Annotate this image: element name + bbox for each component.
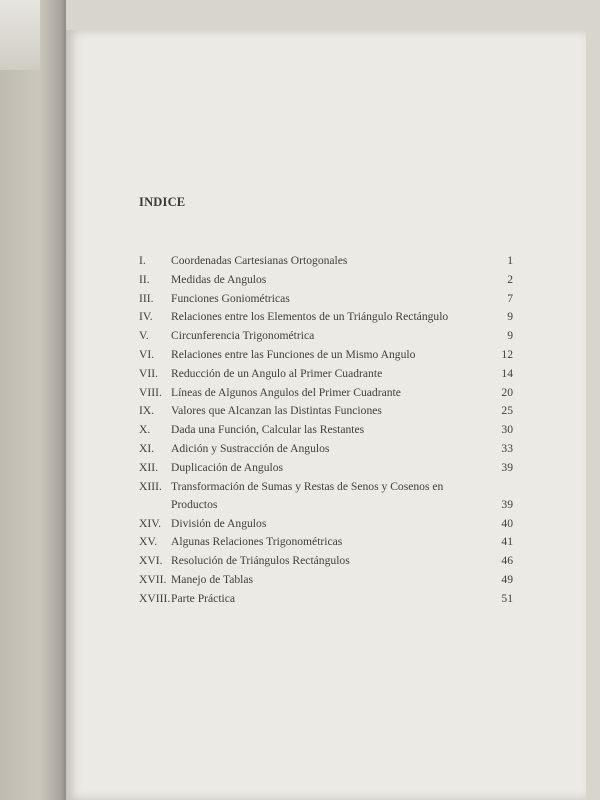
toc-entry	[139, 573, 517, 592]
toc-entry	[139, 367, 517, 386]
page-number: 39	[501, 498, 513, 512]
chapter-number: XVII.	[139, 572, 167, 586]
chapter-number: VI.	[139, 347, 155, 361]
chapter-number: III.	[139, 291, 154, 305]
chapter-title: Parte Práctica	[171, 591, 236, 605]
chapter-title: Algunas Relaciones Trigonométricas	[171, 535, 343, 549]
chapter-number: XIII.	[139, 479, 162, 493]
chapter-number: V.	[139, 329, 149, 343]
chapter-title: Duplicación de Angulos	[171, 460, 284, 474]
toc-entry	[139, 273, 517, 292]
table-of-contents	[139, 254, 517, 611]
toc-entry	[139, 480, 517, 517]
chapter-title: Valores que Alcanzan las Distintas Funciones	[171, 404, 382, 418]
toc-entry	[139, 442, 517, 461]
page-number: 25	[501, 404, 513, 418]
chapter-number: XIV.	[139, 516, 162, 530]
chapter-number: XII.	[139, 460, 158, 474]
page-number: 49	[501, 572, 513, 586]
left-page-curl	[0, 0, 40, 70]
chapter-title: Circunferencia Trigonométrica	[171, 329, 315, 343]
toc-entry	[139, 592, 517, 611]
toc-entry	[139, 386, 517, 405]
page-number: 41	[501, 535, 513, 549]
toc-entry	[139, 554, 517, 573]
page-number: 1	[507, 254, 513, 267]
chapter-number: VII.	[139, 366, 158, 380]
chapter-number: XV.	[139, 535, 158, 549]
chapter-number: X.	[139, 423, 151, 437]
page-number: 51	[501, 591, 513, 605]
chapter-title: Resolución de Triángulos Rectángulos	[171, 554, 350, 568]
chapter-title: Transformación de Sumas y Restas de Senos y Cosenos en	[171, 479, 444, 493]
toc-entry	[139, 404, 517, 423]
page-number: 33	[501, 441, 513, 455]
toc-entry	[139, 254, 517, 273]
chapter-title: Funciones Goniométricas	[171, 291, 290, 305]
chapter-title: Dada una Función, Calcular las Restantes	[171, 423, 365, 437]
index-heading: INDICE	[139, 195, 186, 209]
page-number: 2	[507, 272, 513, 286]
left-page-edge	[0, 0, 66, 800]
chapter-title-continued: Productos	[171, 498, 218, 512]
chapter-title: Adición y Sustracción de Angulos	[171, 441, 330, 455]
chapter-title: Relaciones entre las Funciones de un Mismo Angulo	[171, 347, 416, 361]
chapter-number: XVI.	[139, 554, 163, 568]
chapter-number: IV.	[139, 310, 153, 324]
toc-entry	[139, 461, 517, 480]
page-number: 46	[501, 554, 513, 568]
page-number: 7	[507, 291, 513, 305]
chapter-title: Relaciones entre los Elementos de un Triángulo Rectángulo	[171, 310, 449, 324]
chapter-title: Reducción de un Angulo al Primer Cuadrante	[171, 366, 383, 380]
chapter-number: II.	[139, 272, 150, 286]
chapter-title: Medidas de Angulos	[171, 272, 267, 286]
page-number: 9	[507, 329, 513, 343]
toc-entry	[139, 329, 517, 348]
chapter-title: Coordenadas Cartesianas Ortogonales	[171, 254, 348, 267]
chapter-number: IX.	[139, 404, 155, 418]
page-number: 12	[501, 347, 513, 361]
page-number: 40	[501, 516, 513, 530]
chapter-title: División de Angulos	[171, 516, 267, 530]
toc-entry	[139, 310, 517, 329]
toc-entry	[139, 292, 517, 311]
page-number: 14	[501, 366, 513, 380]
toc-entry	[139, 517, 517, 536]
page-number: 20	[501, 385, 513, 399]
page-number: 9	[507, 310, 513, 324]
chapter-number: VIII.	[139, 385, 162, 399]
toc-entry	[139, 423, 517, 442]
chapter-number: I.	[139, 254, 146, 267]
chapter-title: Manejo de Tablas	[171, 572, 254, 586]
chapter-number: XI.	[139, 441, 155, 455]
toc-entry	[139, 535, 517, 554]
chapter-number: XVIII.	[139, 591, 171, 605]
page-number: 30	[501, 423, 513, 437]
page-number: 39	[501, 460, 513, 474]
toc-entry	[139, 348, 517, 367]
chapter-title: Líneas de Algunos Angulos del Primer Cuadrante	[171, 385, 401, 399]
